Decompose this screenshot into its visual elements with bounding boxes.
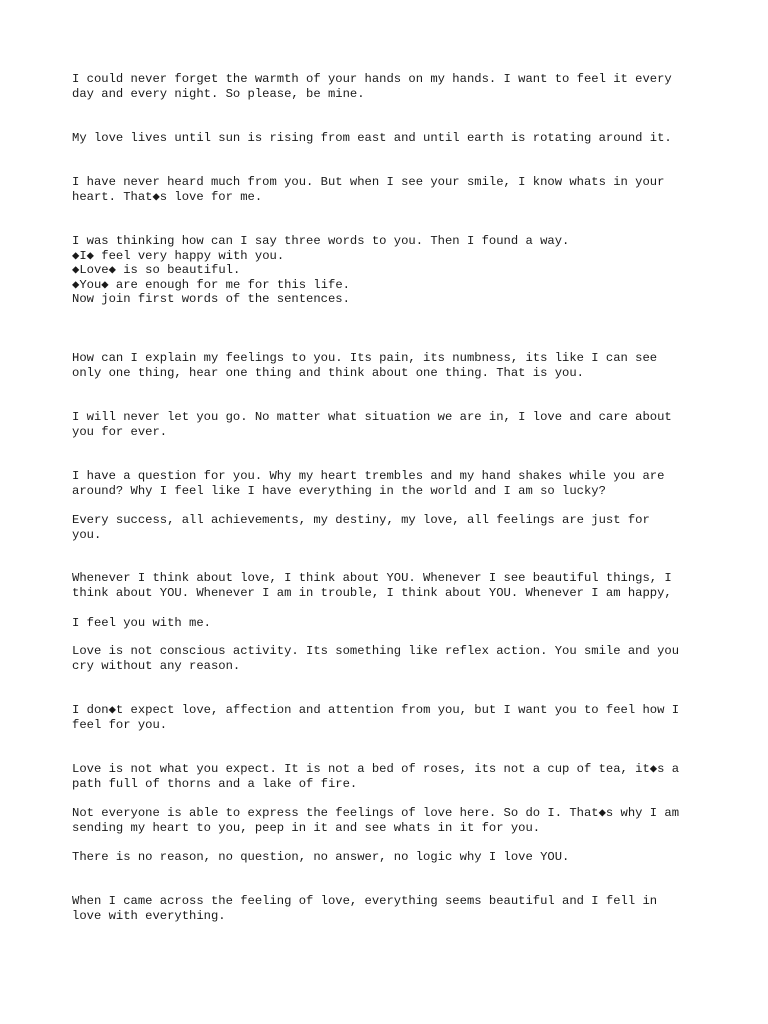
paragraph-1: I could never forget the warmth of your hands on my hands. I want to feel it every day and every night. So please, be mine.	[72, 72, 672, 101]
paragraph-13: Love is not what you expect. It is not a bed of roses, its not a cup of tea, it◆s a path full of thorns and a lake of fire.	[72, 762, 680, 791]
paragraph-8: Every success, all achievements, my destiny, my love, all feelings are just for you.	[72, 513, 650, 542]
paragraph-14: Not everyone is able to express the feelings of love here. So do I. That◆s why I am sending my heart to you, peep in it and see whats in it for you.	[72, 806, 680, 835]
paragraph-3: I have never heard much from you. But when I see your smile, I know whats in your heart. That◆s love for me.	[72, 175, 665, 204]
paragraph-12: I don◆t expect love, affection and attention from you, but I want you to feel how I feel for you.	[72, 703, 680, 732]
paragraph-9: Whenever I think about love, I think about YOU. Whenever I see beautiful things, I think about YOU. Whenever I am in trouble, I think about YOU. Whenever I am happy,	[72, 571, 672, 600]
paragraph-15: There is no reason, no question, no answer, no logic why I love YOU.	[72, 850, 570, 864]
paragraph-10: I feel you with me.	[72, 616, 211, 630]
paragraph-7: I have a question for you. Why my heart trembles and my hand shakes while you are around? Why I feel like I have everything in the world and I am so lucky?	[72, 469, 665, 498]
paragraph-6: I will never let you go. No matter what situation we are in, I love and care about you for ever.	[72, 410, 672, 439]
paragraph-4: I was thinking how can I say three words to you. Then I found a way. ◆I◆ feel very happy with you. ◆Love◆ is so beautiful. ◆You◆ are enough for me for this life. Now join first words of the sentences.	[72, 234, 570, 307]
paragraph-5: How can I explain my feelings to you. Its pain, its numbness, its like I can see only one thing, hear one thing and think about one thing. That is you.	[72, 351, 658, 380]
paragraph-11: Love is not conscious activity. Its something like reflex action. You smile and you cry without any reason.	[72, 644, 680, 673]
paragraph-2: My love lives until sun is rising from east and until earth is rotating around it.	[72, 131, 672, 145]
paragraph-16: When I came across the feeling of love, everything seems beautiful and I fell in love with everything.	[72, 894, 658, 923]
